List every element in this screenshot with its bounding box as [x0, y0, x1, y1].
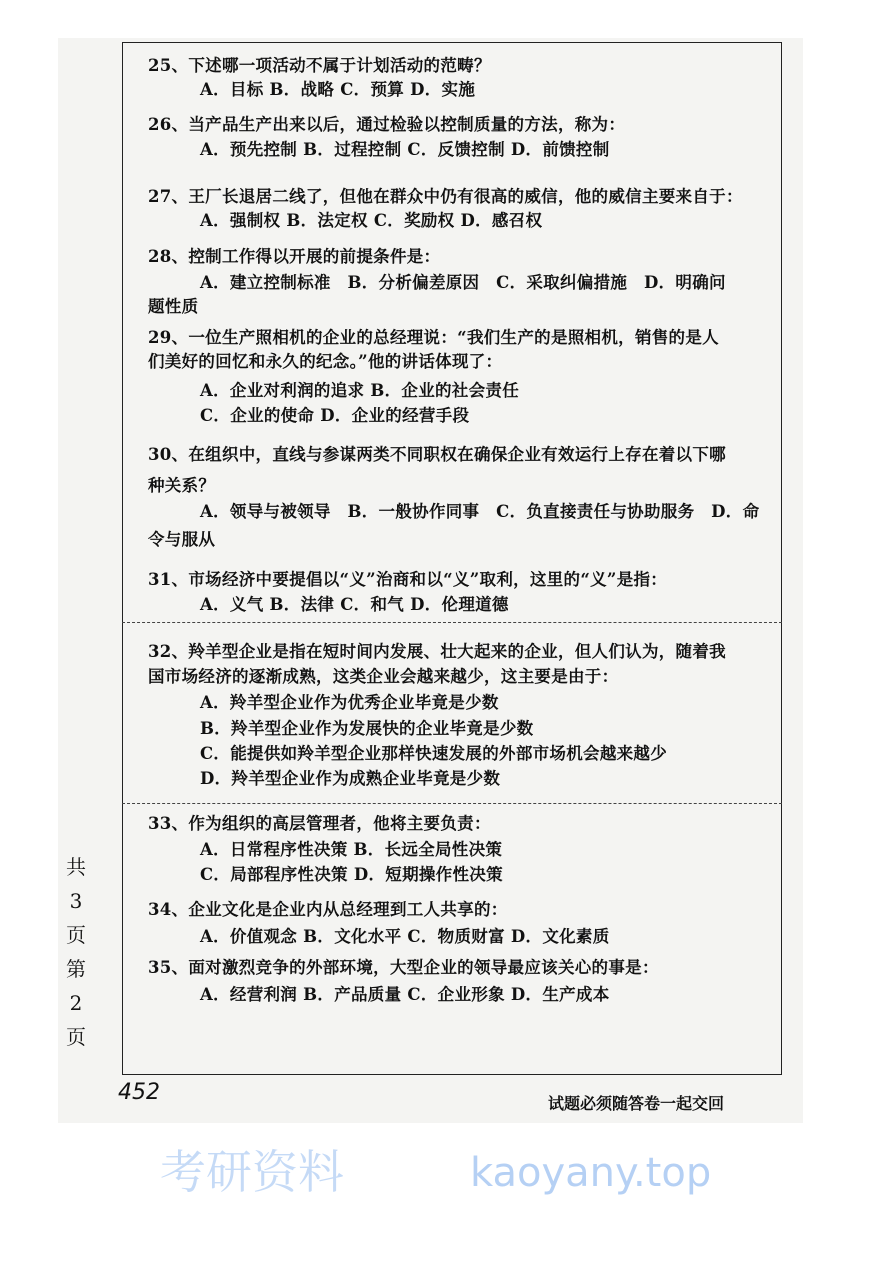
q30-options-cont: 令与服从 — [148, 530, 216, 549]
q26-options: A．预先控制 B．过程控制 C．反馈控制 D．前馈控制 — [200, 140, 610, 159]
q33-text: 33、作为组织的高层管理者，他将主要负责： — [148, 814, 491, 833]
q35-text: 35、面对激烈竞争的外部环境，大型企业的领导最应该关心的事是： — [148, 958, 659, 977]
q29-option-ab: A．企业对利润的追求 B．企业的社会责任 — [200, 381, 519, 400]
q29-option-cd: C．企业的使命 D．企业的经营手段 — [200, 406, 470, 425]
dashed-divider — [122, 803, 782, 804]
q32-text-cont: 国市场经济的逐渐成熟，这类企业会越来越少，这主要是由于： — [148, 667, 619, 686]
q28-text: 28、控制工作得以开展的前提条件是： — [148, 247, 441, 266]
q33-option-cd: C．局部程序性决策 D．短期操作性决策 — [200, 865, 503, 884]
q28-options: A．建立控制标准 B．分析偏差原因 C．采取纠偏措施 D．明确问 — [200, 273, 726, 292]
q30-text: 30、在组织中，直线与参谋两类不同职权在确保企业有效运行上存在着以下哪 — [148, 445, 726, 464]
q31-text: 31、市场经济中要提倡以“义”治商和以“义”取利，这里的“义”是指： — [148, 570, 668, 589]
dashed-divider — [122, 622, 782, 623]
q25-options: A．目标 B．战略 C．预算 D．实施 — [200, 80, 476, 99]
handwritten-number: 452 — [118, 1080, 160, 1105]
q32-option-d: D．羚羊型企业作为成熟企业毕竟是少数 — [200, 769, 501, 788]
q29-text-cont: 们美好的回忆和永久的纪念。”他的讲话体现了： — [148, 352, 503, 371]
q30-text-cont: 种关系？ — [148, 476, 216, 495]
q32-text: 32、羚羊型企业是指在短时间内发展、壮大起来的企业，但人们认为，随着我 — [148, 642, 726, 661]
q32-option-b: B．羚羊型企业作为发展快的企业毕竟是少数 — [200, 719, 534, 738]
footer-note: 试题必须随答卷一起交回 — [548, 1094, 725, 1113]
q34-text: 34、企业文化是企业内从总经理到工人共享的： — [148, 900, 508, 919]
q30-options: A．领导与被领导 B．一般协作同事 C．负直接责任与协助服务 D．命 — [200, 502, 760, 521]
q28-options-cont: 题性质 — [148, 297, 199, 316]
q32-option-a: A．羚羊型企业作为优秀企业毕竟是少数 — [200, 693, 499, 712]
q35-options: A．经营利润 B．产品质量 C．企业形象 D．生产成本 — [200, 985, 610, 1004]
q34-options: A．价值观念 B．文化水平 C．物质财富 D．文化素质 — [200, 927, 610, 946]
q32-option-c: C．能提供如羚羊型企业那样快速发展的外部市场机会越来越少 — [200, 744, 668, 763]
q27-options: A．强制权 B．法定权 C．奖励权 D．感召权 — [200, 211, 543, 230]
q26-text: 26、当产品生产出来以后，通过检验以控制质量的方法，称为： — [148, 115, 626, 134]
q25-text: 25、下述哪一项活动不属于计划活动的范畴？ — [148, 56, 491, 75]
q33-option-ab: A．日常程序性决策 B．长远全局性决策 — [200, 840, 503, 859]
q29-text: 29、一位生产照相机的企业的总经理说：“我们生产的是照相机，销售的是人 — [148, 328, 719, 347]
q31-options: A．义气 B．法律 C．和气 D．伦理道德 — [200, 595, 509, 614]
q27-text: 27、王厂长退居二线了，但他在群众中仍有很高的威信，他的威信主要来自于： — [148, 187, 743, 206]
watermark-url: kaoyany.top — [470, 1150, 712, 1196]
page-count-note: 共3页第2页 — [66, 855, 86, 1049]
watermark-chinese: 考研资料 — [160, 1145, 344, 1199]
